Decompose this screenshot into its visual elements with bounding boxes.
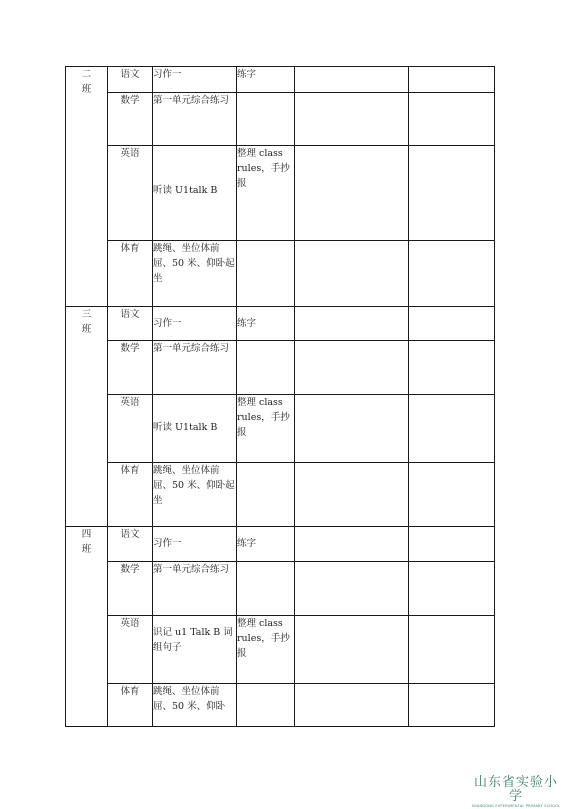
empty-cell xyxy=(409,146,495,241)
school-name-cn: 山东省实验小学 xyxy=(473,775,558,804)
empty-cell xyxy=(409,93,495,146)
class-label-char: 班 xyxy=(81,324,92,335)
subject-cell: 语文 xyxy=(108,307,153,341)
subject-cell: 语文 xyxy=(108,67,153,93)
homework-cell xyxy=(237,616,295,684)
task-text: 听读 U1talk B xyxy=(153,185,218,196)
school-logo xyxy=(470,776,562,809)
homework-cell xyxy=(237,395,295,463)
task-text: 习作一 xyxy=(153,69,182,80)
subject-cell: 英语 xyxy=(108,146,153,241)
homework-text: 练字 xyxy=(237,318,257,329)
empty-cell xyxy=(409,562,495,616)
empty-cell xyxy=(409,67,495,93)
task-cell xyxy=(153,146,237,241)
task-cell xyxy=(153,463,237,527)
task-text: 跳绳、坐位体前屈、50 米、仰卧起坐 xyxy=(153,243,235,284)
class-label-char: 班 xyxy=(81,84,92,95)
task-text: 听读 U1talk B xyxy=(153,422,218,433)
empty-cell xyxy=(409,341,495,395)
homework-text: 整理 class rules，手抄报 xyxy=(237,148,290,189)
subject-cell: 体育 xyxy=(108,463,153,527)
task-text: 第一单元综合练习 xyxy=(153,343,230,354)
table-row xyxy=(66,616,495,684)
task-text: 跳绳、坐位体前屈、50 米、仰卧起坐 xyxy=(153,465,235,506)
empty-cell xyxy=(409,463,495,527)
subject-cell: 语文 xyxy=(108,527,153,562)
subject-cell: 数学 xyxy=(108,341,153,395)
task-cell xyxy=(153,395,237,463)
empty-cell xyxy=(295,146,409,241)
table-row xyxy=(66,67,495,93)
empty-cell xyxy=(409,527,495,562)
task-text: 识记 u1 Talk B 词组句子 xyxy=(153,627,233,653)
empty-cell xyxy=(295,395,409,463)
homework-cell xyxy=(237,562,295,616)
schedule-table xyxy=(65,66,495,727)
class-label-char: 二 xyxy=(81,69,92,80)
homework-cell xyxy=(237,684,295,727)
homework-cell xyxy=(237,341,295,395)
homework-text: 整理 class rules，手抄报 xyxy=(237,397,290,438)
task-text: 第一单元综合练习 xyxy=(153,95,230,106)
subject-cell: 体育 xyxy=(108,241,153,307)
empty-cell xyxy=(295,463,409,527)
subject-cell: 数学 xyxy=(108,93,153,146)
empty-cell xyxy=(295,684,409,727)
task-cell xyxy=(153,562,237,616)
class-label xyxy=(66,307,108,527)
empty-cell xyxy=(409,395,495,463)
table-row xyxy=(66,684,495,727)
table-row xyxy=(66,463,495,527)
school-name-en: SHANDONG EXPERIMENTAL PRIMARY SCHOOL xyxy=(471,804,561,808)
task-cell xyxy=(153,93,237,146)
task-cell xyxy=(153,527,237,562)
empty-cell xyxy=(295,527,409,562)
table-row xyxy=(66,146,495,241)
homework-text: 练字 xyxy=(237,538,257,549)
subject-cell: 体育 xyxy=(108,684,153,727)
homework-cell xyxy=(237,146,295,241)
table-row xyxy=(66,93,495,146)
task-text: 第一单元综合练习 xyxy=(153,564,230,575)
empty-cell xyxy=(295,616,409,684)
class-label-char: 三 xyxy=(81,309,92,320)
homework-cell xyxy=(237,93,295,146)
class-label-char: 班 xyxy=(81,544,92,555)
task-cell xyxy=(153,616,237,684)
task-cell xyxy=(153,684,237,727)
task-text: 习作一 xyxy=(153,318,182,329)
homework-text: 整理 class rules，手抄报 xyxy=(237,618,290,659)
table-row xyxy=(66,341,495,395)
homework-cell xyxy=(237,67,295,93)
homework-cell xyxy=(237,241,295,307)
empty-cell xyxy=(409,307,495,341)
empty-cell xyxy=(295,93,409,146)
empty-cell xyxy=(409,616,495,684)
empty-cell xyxy=(295,341,409,395)
empty-cell xyxy=(409,241,495,307)
task-cell xyxy=(153,67,237,93)
table-row xyxy=(66,395,495,463)
subject-cell: 英语 xyxy=(108,395,153,463)
empty-cell xyxy=(295,562,409,616)
task-text: 跳绳、坐位体前屈、50 米、仰卧 xyxy=(153,686,226,712)
empty-cell xyxy=(295,67,409,93)
empty-cell xyxy=(295,307,409,341)
task-cell xyxy=(153,307,237,341)
homework-cell xyxy=(237,307,295,341)
empty-cell xyxy=(409,684,495,727)
homework-cell xyxy=(237,527,295,562)
class-label-char: 四 xyxy=(81,529,92,540)
empty-cell xyxy=(295,241,409,307)
table-row xyxy=(66,241,495,307)
task-cell xyxy=(153,241,237,307)
subject-cell: 英语 xyxy=(108,616,153,684)
task-text: 习作一 xyxy=(153,538,182,549)
class-label xyxy=(66,67,108,307)
class-label xyxy=(66,527,108,727)
task-cell xyxy=(153,341,237,395)
homework-text: 练字 xyxy=(237,69,257,80)
table-row xyxy=(66,527,495,562)
table-row xyxy=(66,562,495,616)
subject-cell: 数学 xyxy=(108,562,153,616)
table-row xyxy=(66,307,495,341)
homework-cell xyxy=(237,463,295,527)
